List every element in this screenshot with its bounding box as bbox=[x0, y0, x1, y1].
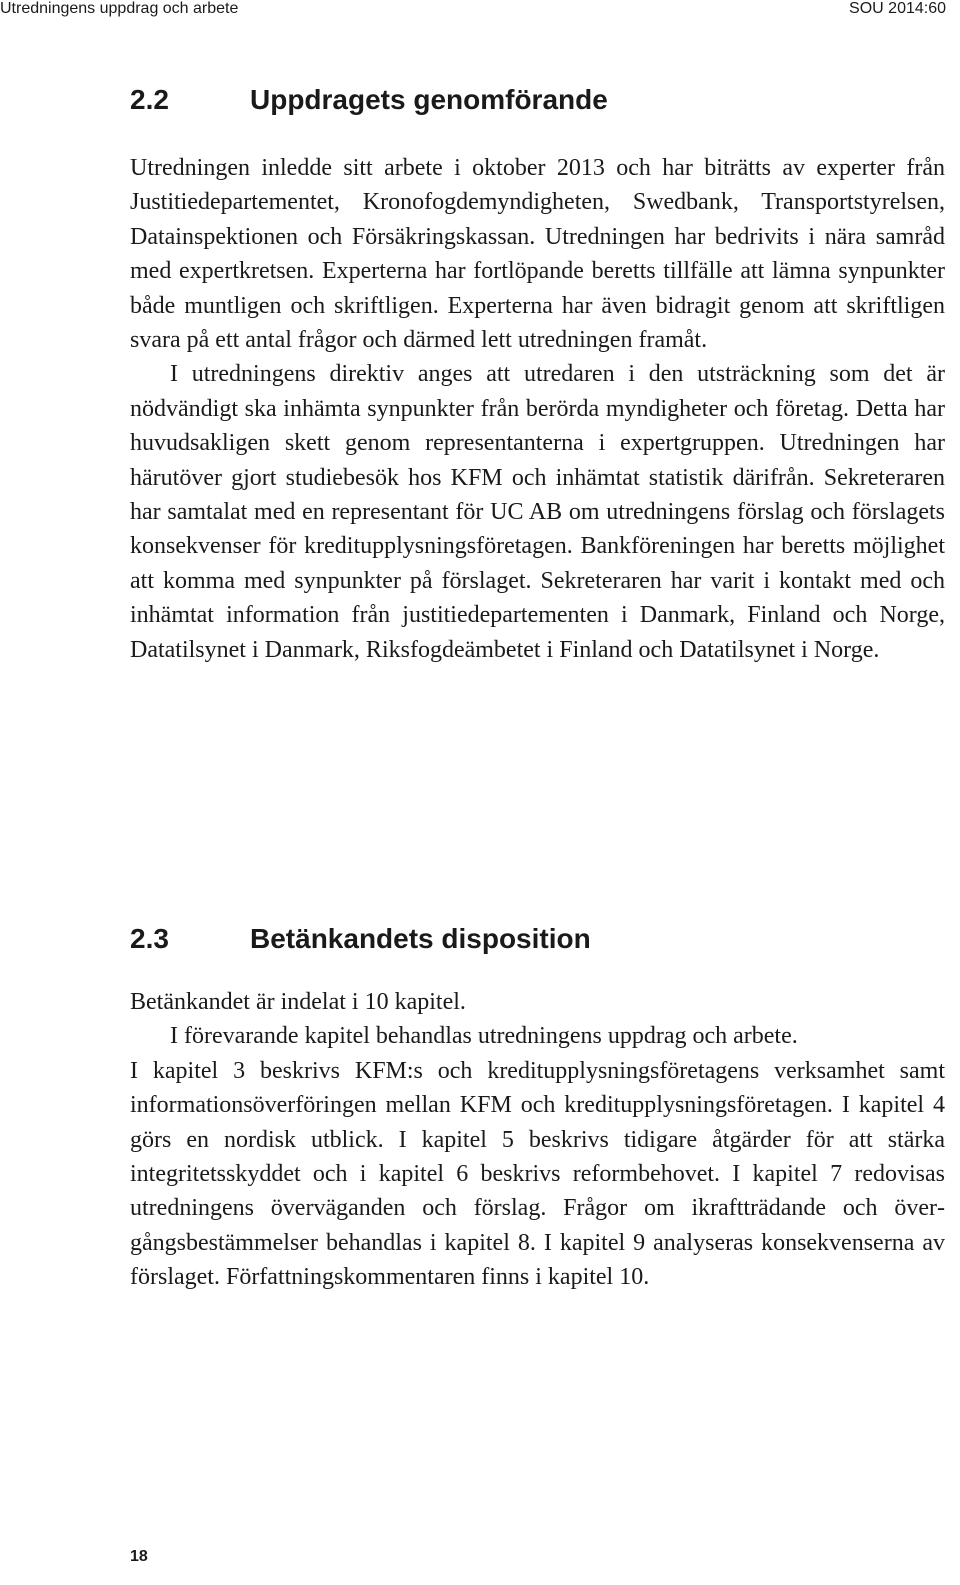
section-heading bbox=[130, 923, 945, 955]
paragraph: I förevarande kapitel behandlas utredningens uppdrag och arbete. bbox=[170, 1023, 798, 1050]
section-body bbox=[130, 151, 945, 667]
paragraph: Betänkandet är indelat i 10 kapitel. bbox=[130, 989, 466, 1015]
paragraph: Utredningen inledde sitt arbete i oktober 2013 och har biträtts av experter från Justitiedepartementet, Kronofogdemyndigheten, Swedbank, Transportstyrelsen, Datainspektionen och Försäkringskassan. Utredningen har bedrivits i nära samråd med expertkretsen. Experterna har fortlöpande beretts tillfälle att lämna synpunkter både muntligen och skriftligen. Experterna har även bidragit genom att skriftligen svara på ett antal frågor och därmed lett utredningen framåt. bbox=[130, 155, 945, 354]
section-number: 2.3 bbox=[130, 923, 169, 954]
running-head-chapter-title: Utredningens uppdrag och arbete bbox=[0, 0, 239, 17]
section-heading bbox=[130, 84, 945, 116]
section-2-2 bbox=[130, 84, 945, 663]
running-head-report-number: SOU 2014:60 bbox=[849, 0, 946, 17]
section-2-3 bbox=[130, 923, 945, 1291]
section-body bbox=[130, 985, 945, 1295]
section-title: Betänkandets disposition bbox=[250, 923, 591, 954]
page-number: 18 bbox=[130, 1548, 148, 1565]
section-number: 2.2 bbox=[130, 84, 169, 115]
paragraph: I kapitel 3 beskrivs KFM:s och kreditupplysningsföretagens verksamhet samt informationsöverföringen mellan KFM och kreditupplysningsföretagen. I kapitel 4 görs en nordisk utblick. I kapitel 5 beskrivs tidigare åtgärder för att stärka integritetsskyddet och i kapitel 6 beskrivs reformbehovet. I kapitel 7 redovisas utredningens överväganden och förslag. Frågor om ikraftträdande och övergångsbestämmelser behandlas i kapitel 8. I kapitel 9 analyseras konsekvenserna av förslaget. Författningskommentaren finns i kapitel 10. bbox=[130, 1057, 945, 1291]
section-title: Uppdragets genomförande bbox=[250, 84, 608, 115]
running-head bbox=[0, 0, 960, 24]
paragraph: I utredningens direktiv anges att utredaren i den utsträckning som det är nödvändigt ska inhämta synpunkter från berörda myndigheter och företag. Detta har huvudsakligen skett genom representanterna i expertgruppen. Utredningen har härutöver gjort studiebesök hos KFM och inhämtat statistik därifrån. Sekreteraren har samtalat med en representant för UC AB om utredningens förslag och förslagets konsekvenser för kreditupplysningsföretagen. Bankföreningen har beretts möjlighet att komma med synpunkter på förslaget. Sekreteraren har varit i kontakt med och inhämtat information från justitiedepartementen i Danmark, Finland och Norge, Datatilsynet i Danmark, Riksfogdeämbetet i Finland och Datatilsynet i Norge. bbox=[130, 361, 945, 663]
